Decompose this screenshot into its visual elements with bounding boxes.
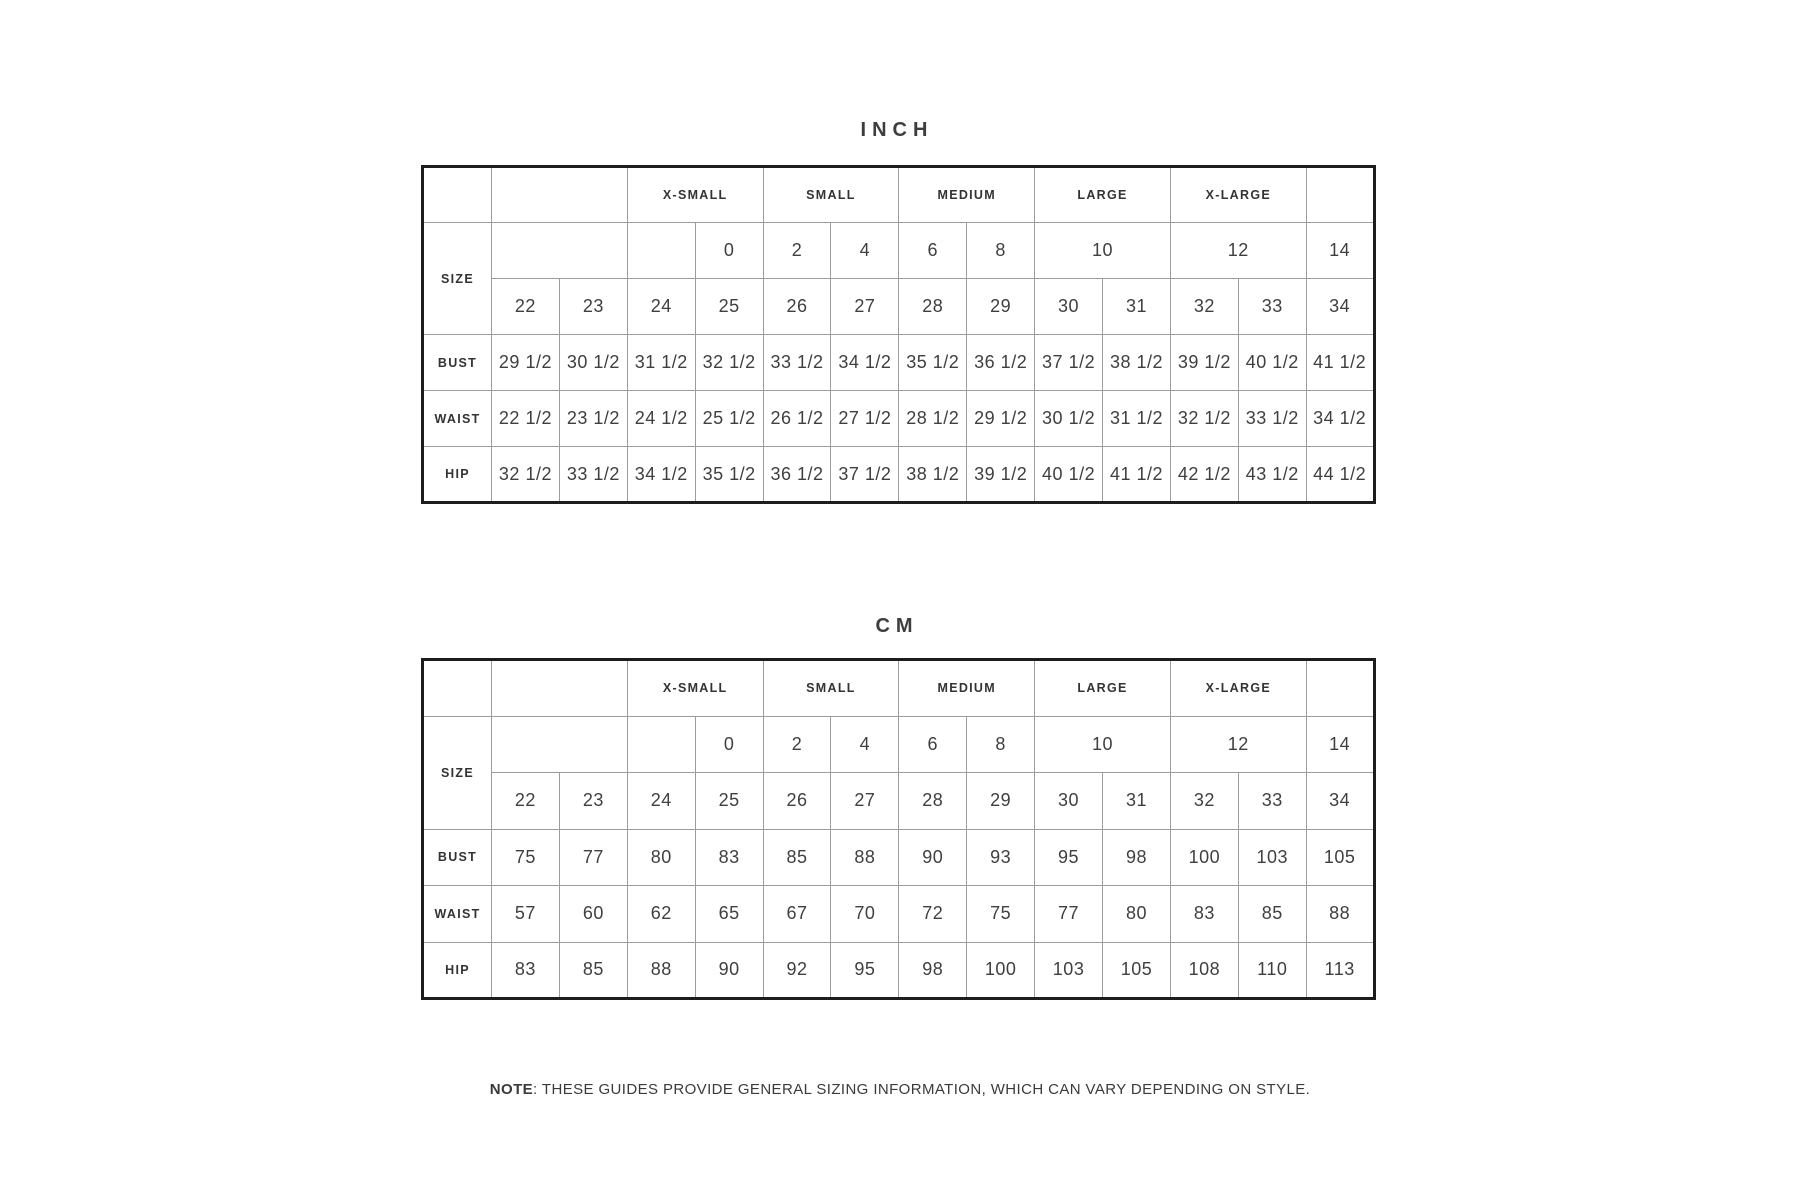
numeric-size-cell: 30	[1035, 773, 1103, 830]
measurement-cell: 83	[1170, 886, 1238, 943]
numeric-size-cell: 27	[831, 773, 899, 830]
numeric-size-cell: 27	[831, 279, 899, 335]
measurement-cell: 43 1/2	[1238, 447, 1306, 503]
measurement-cell: 29 1/2	[967, 391, 1035, 447]
us-size-empty	[492, 716, 628, 773]
fit-header-empty-left	[492, 660, 628, 717]
measurement-row-label-bust: BUST	[423, 335, 492, 391]
measurement-cell: 26 1/2	[763, 391, 831, 447]
us-size-cell: 4	[831, 223, 899, 279]
us-size-cell: 6	[899, 223, 967, 279]
measurement-cell: 34 1/2	[831, 335, 899, 391]
measurement-cell: 108	[1170, 942, 1238, 999]
measurement-cell: 30 1/2	[1035, 391, 1103, 447]
measurement-cell: 57	[492, 886, 560, 943]
measurement-cell: 60	[559, 886, 627, 943]
measurement-cell: 75	[492, 829, 560, 886]
us-size-cell: 4	[831, 716, 899, 773]
numeric-size-cell: 26	[763, 279, 831, 335]
numeric-size-cell: 30	[1035, 279, 1103, 335]
measurement-cell: 28 1/2	[899, 391, 967, 447]
numeric-size-cell: 28	[899, 773, 967, 830]
us-size-empty	[627, 223, 695, 279]
measurement-cell: 85	[763, 829, 831, 886]
measurement-cell: 32 1/2	[492, 447, 560, 503]
measurement-cell: 33 1/2	[1238, 391, 1306, 447]
fit-header-large: LARGE	[1035, 167, 1171, 223]
measurement-cell: 85	[1238, 886, 1306, 943]
measurement-row-label-waist: WAIST	[423, 886, 492, 943]
measurement-cell: 85	[559, 942, 627, 999]
cm-table-title: CM	[875, 615, 919, 637]
measurement-cell: 38 1/2	[899, 447, 967, 503]
measurement-cell: 83	[492, 942, 560, 999]
numeric-size-cell: 25	[695, 773, 763, 830]
measurement-cell: 36 1/2	[967, 335, 1035, 391]
inch-table-title: INCH	[860, 119, 934, 141]
measurement-cell: 88	[831, 829, 899, 886]
numeric-size-cell: 26	[763, 773, 831, 830]
us-size-cell: 14	[1306, 223, 1374, 279]
us-size-cell: 14	[1306, 716, 1374, 773]
measurement-cell: 29 1/2	[492, 335, 560, 391]
size-row-label: SIZE	[423, 223, 492, 335]
sizing-note	[0, 1081, 1800, 1099]
fit-header-large: LARGE	[1035, 660, 1171, 717]
us-size-cell: 10	[1035, 716, 1171, 773]
numeric-size-cell: 22	[492, 279, 560, 335]
measurement-cell: 88	[1306, 886, 1374, 943]
numeric-size-cell: 33	[1238, 773, 1306, 830]
fit-header-small: SMALL	[763, 660, 899, 717]
fit-header-x-large: X-LARGE	[1170, 167, 1306, 223]
measurement-cell: 39 1/2	[1170, 335, 1238, 391]
measurement-cell: 98	[1103, 829, 1171, 886]
measurement-cell: 95	[831, 942, 899, 999]
measurement-cell: 39 1/2	[967, 447, 1035, 503]
us-size-cell: 12	[1170, 223, 1306, 279]
measurement-cell: 38 1/2	[1103, 335, 1171, 391]
us-size-empty	[627, 716, 695, 773]
measurement-cell: 70	[831, 886, 899, 943]
us-size-cell: 0	[695, 716, 763, 773]
measurement-cell: 105	[1306, 829, 1374, 886]
measurement-cell: 27 1/2	[831, 391, 899, 447]
numeric-size-cell: 31	[1103, 279, 1171, 335]
fit-header-x-small: X-SMALL	[627, 660, 763, 717]
inch-size-table	[421, 165, 1376, 504]
measurement-cell: 93	[967, 829, 1035, 886]
measurement-cell: 42 1/2	[1170, 447, 1238, 503]
measurement-cell: 67	[763, 886, 831, 943]
measurement-cell: 110	[1238, 942, 1306, 999]
numeric-size-cell: 32	[1170, 773, 1238, 830]
measurement-cell: 35 1/2	[695, 447, 763, 503]
measurement-cell: 31 1/2	[1103, 391, 1171, 447]
size-row-label: SIZE	[423, 716, 492, 829]
measurement-cell: 40 1/2	[1238, 335, 1306, 391]
numeric-size-cell: 32	[1170, 279, 1238, 335]
note-text: : THESE GUIDES PROVIDE GENERAL SIZING INFORMATION, WHICH CAN VARY DEPENDING ON STYLE.	[533, 1081, 1311, 1098]
measurement-cell: 103	[1035, 942, 1103, 999]
fit-header-medium: MEDIUM	[899, 660, 1035, 717]
measurement-cell: 32 1/2	[1170, 391, 1238, 447]
measurement-cell: 33 1/2	[559, 447, 627, 503]
measurement-cell: 41 1/2	[1306, 335, 1374, 391]
us-size-cell: 10	[1035, 223, 1171, 279]
measurement-cell: 103	[1238, 829, 1306, 886]
numeric-size-cell: 33	[1238, 279, 1306, 335]
measurement-cell: 65	[695, 886, 763, 943]
measurement-cell: 36 1/2	[763, 447, 831, 503]
us-size-cell: 8	[967, 716, 1035, 773]
measurement-cell: 98	[899, 942, 967, 999]
corner-cell	[423, 167, 492, 223]
measurement-cell: 100	[967, 942, 1035, 999]
fit-header-small: SMALL	[763, 167, 899, 223]
numeric-size-cell: 25	[695, 279, 763, 335]
numeric-size-cell: 34	[1306, 279, 1374, 335]
cm-size-table	[421, 658, 1376, 1000]
measurement-cell: 62	[627, 886, 695, 943]
measurement-cell: 113	[1306, 942, 1374, 999]
measurement-cell: 44 1/2	[1306, 447, 1374, 503]
numeric-size-cell: 22	[492, 773, 560, 830]
measurement-cell: 35 1/2	[899, 335, 967, 391]
us-size-empty	[492, 223, 628, 279]
us-size-cell: 2	[763, 223, 831, 279]
measurement-row-label-hip: HIP	[423, 942, 492, 999]
measurement-row-label-waist: WAIST	[423, 391, 492, 447]
numeric-size-cell: 24	[627, 773, 695, 830]
measurement-cell: 80	[1103, 886, 1171, 943]
measurement-cell: 33 1/2	[763, 335, 831, 391]
measurement-cell: 30 1/2	[559, 335, 627, 391]
measurement-cell: 77	[559, 829, 627, 886]
numeric-size-cell: 23	[559, 279, 627, 335]
measurement-cell: 75	[967, 886, 1035, 943]
measurement-cell: 92	[763, 942, 831, 999]
fit-header-medium: MEDIUM	[899, 167, 1035, 223]
us-size-cell: 8	[967, 223, 1035, 279]
numeric-size-cell: 34	[1306, 773, 1374, 830]
measurement-cell: 32 1/2	[695, 335, 763, 391]
us-size-cell: 2	[763, 716, 831, 773]
us-size-cell: 0	[695, 223, 763, 279]
measurement-cell: 31 1/2	[627, 335, 695, 391]
measurement-cell: 37 1/2	[831, 447, 899, 503]
numeric-size-cell: 29	[967, 279, 1035, 335]
fit-header-x-large: X-LARGE	[1170, 660, 1306, 717]
fit-header-x-small: X-SMALL	[627, 167, 763, 223]
corner-cell	[423, 660, 492, 717]
measurement-row-label-hip: HIP	[423, 447, 492, 503]
measurement-cell: 40 1/2	[1035, 447, 1103, 503]
note-label: NOTE	[489, 1081, 534, 1098]
measurement-cell: 100	[1170, 829, 1238, 886]
measurement-cell: 22 1/2	[492, 391, 560, 447]
measurement-cell: 41 1/2	[1103, 447, 1171, 503]
measurement-cell: 90	[899, 829, 967, 886]
measurement-cell: 24 1/2	[627, 391, 695, 447]
numeric-size-cell: 29	[967, 773, 1035, 830]
measurement-cell: 80	[627, 829, 695, 886]
fit-header-empty-right	[1306, 660, 1374, 717]
measurement-cell: 77	[1035, 886, 1103, 943]
fit-header-empty-right	[1306, 167, 1374, 223]
measurement-cell: 25 1/2	[695, 391, 763, 447]
measurement-cell: 90	[695, 942, 763, 999]
measurement-cell: 72	[899, 886, 967, 943]
measurement-cell: 83	[695, 829, 763, 886]
measurement-cell: 88	[627, 942, 695, 999]
measurement-cell: 34 1/2	[627, 447, 695, 503]
numeric-size-cell: 31	[1103, 773, 1171, 830]
us-size-cell: 12	[1170, 716, 1306, 773]
us-size-cell: 6	[899, 716, 967, 773]
measurement-cell: 37 1/2	[1035, 335, 1103, 391]
measurement-cell: 105	[1103, 942, 1171, 999]
measurement-row-label-bust: BUST	[423, 829, 492, 886]
measurement-cell: 23 1/2	[559, 391, 627, 447]
numeric-size-cell: 23	[559, 773, 627, 830]
measurement-cell: 34 1/2	[1306, 391, 1374, 447]
measurement-cell: 95	[1035, 829, 1103, 886]
numeric-size-cell: 24	[627, 279, 695, 335]
numeric-size-cell: 28	[899, 279, 967, 335]
fit-header-empty-left	[492, 167, 628, 223]
